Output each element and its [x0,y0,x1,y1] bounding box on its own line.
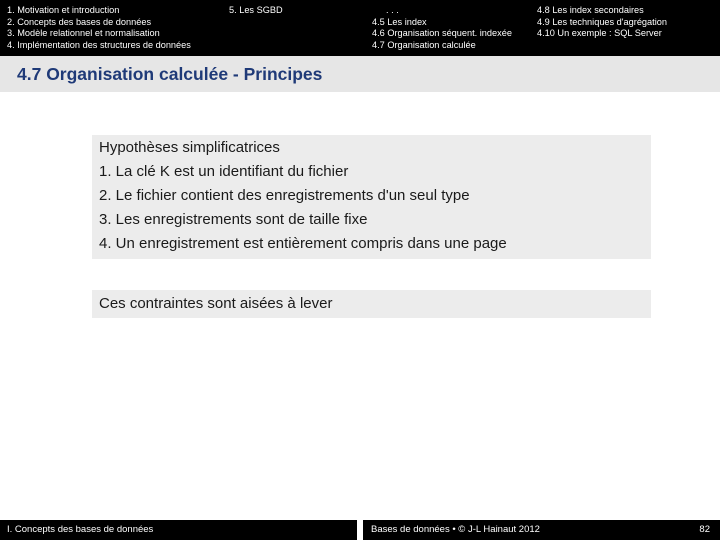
hypothesis-item-4: 4. Un enregistrement est entièrement compris dans une page [99,235,507,252]
nav-link-chapter-5[interactable]: 5. Les SGBD [229,5,283,15]
navigation-header [0,0,720,56]
nav-sections-column [372,5,512,51]
nav-link-section-4-9[interactable]: 4.9 Les techniques d'agrégation [537,16,667,27]
hypothesis-item-3: 3. Les enregistrements sont de taille fixe [99,211,368,228]
nav-link-chapter-4[interactable]: 4. Implémentation des structures de données [7,39,191,50]
slide-title-bar [0,56,720,92]
hypothesis-item-2: 2. Le fichier contient des enregistrements d'un seul type [99,187,470,204]
footer-copyright: Bases de données • © J-L Hainaut 2012 [371,524,540,535]
nav-link-section-4-7[interactable]: 4.7 Organisation calculée [372,39,476,50]
nav-chapters-column [7,5,191,51]
nav-sections-column-2 [537,5,667,40]
hypotheses-box [92,135,651,259]
nav-link-section-4-8[interactable]: 4.8 Les index secondaires [537,5,644,15]
hypothesis-item-1: 1. La clé K est un identifiant du fichier [99,163,349,180]
footer-left [0,520,357,540]
nav-link-section-4-10[interactable]: 4.10 Un exemple : SQL Server [537,28,662,39]
nav-link-chapter-2[interactable]: 2. Concepts des bases de données [7,16,152,27]
nav-link-chapter-1[interactable]: 1. Motivation et introduction [7,5,120,15]
nav-link-section-4-5[interactable]: 4.5 Les index [372,16,427,27]
slide-title: 4.7 Organisation calculée - Principes [17,64,323,84]
footer-chapter-label: I. Concepts des bases de données [7,524,154,535]
page-number: 82 [699,524,710,535]
footer-right [363,520,720,540]
constraints-note-box [92,290,651,318]
nav-link-section-4-6[interactable]: 4.6 Organisation séquent. indexée [372,28,512,39]
constraints-note-text: Ces contraintes sont aisées à lever [99,295,333,312]
nav-link-chapter-3[interactable]: 3. Modèle relationnel et normalisation [7,28,160,39]
nav-ellipsis: . . . [386,5,399,15]
nav-chapters-column-2 [229,5,283,17]
hypotheses-heading: Hypothèses simplificatrices [99,139,280,156]
